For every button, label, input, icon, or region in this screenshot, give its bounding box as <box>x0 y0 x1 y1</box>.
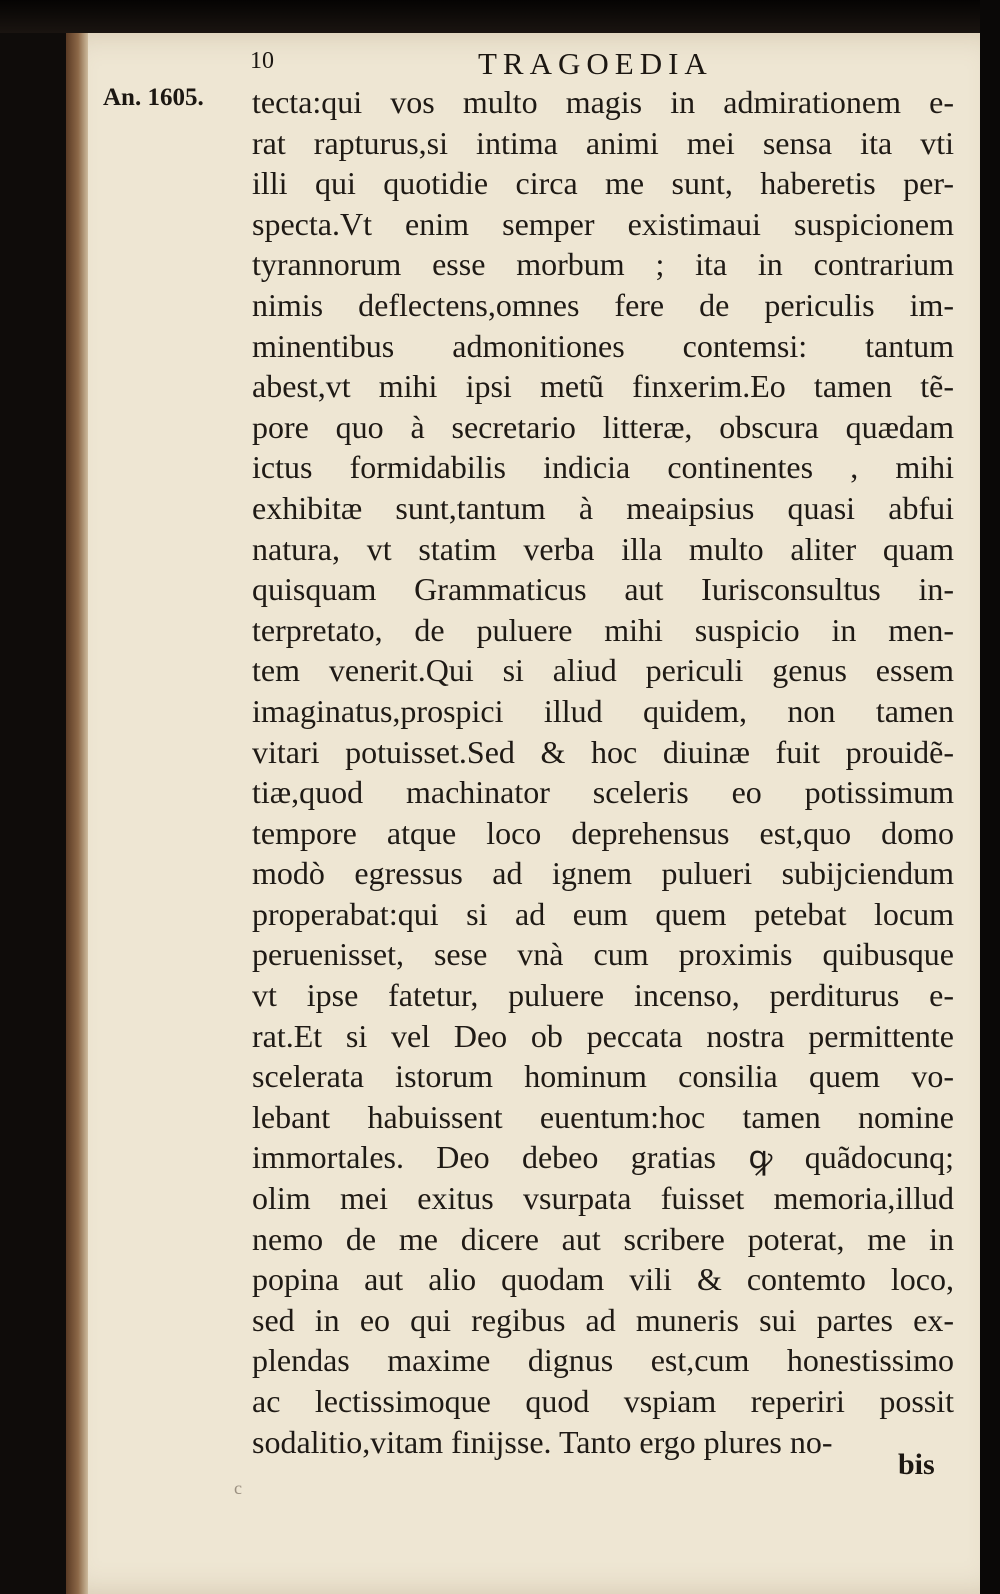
text-line: vitari potuisset.Sed & hoc diuinæ fuit prouidẽ- <box>252 733 954 770</box>
text-line: natura, vt statim verba illa multo aliter quam <box>252 530 954 567</box>
text-line: minentibus admonitiones contemsi: tantum <box>252 327 954 364</box>
text-line: olim mei exitus vsurpata fuisset memoria,illud <box>252 1180 954 1217</box>
scan-right-border <box>980 0 1000 1594</box>
text-line: popina aut alio quodam vili & contemto loco, <box>252 1261 954 1298</box>
text-line: scelerata istorum hominum consilia quem vo- <box>252 1058 954 1095</box>
text-line: plendas maxime dignus est,cum honestissimo <box>252 1342 954 1379</box>
text-line: tiæ,quod machinator sceleris eo potissimum <box>252 774 954 811</box>
text-line: vt ipse fatetur, puluere incenso, perditurus e- <box>252 977 954 1014</box>
catchword: bis <box>898 1448 935 1481</box>
text-line: properabat:qui si ad eum quem petebat locum <box>252 895 954 932</box>
text-line: exhibitæ sunt,tantum à meaipsius quasi abfui <box>252 489 954 526</box>
text-line: quisquam Grammaticus aut Iurisconsultus in- <box>252 571 954 608</box>
text-line: rat.Et si vel Deo ob peccata nostra permittente <box>252 1017 954 1054</box>
page-number: 10 <box>250 48 274 74</box>
text-line: abest,vt mihi ipsi metũ finxerim.Eo tamen tẽ- <box>252 368 954 405</box>
text-line: nemo de me dicere aut scribere poterat, me in <box>252 1220 954 1257</box>
text-line: sed in eo qui regibus ad muneris sui partes ex- <box>252 1301 954 1338</box>
text-line: pore quo à secretario litteræ, obscura quædam <box>252 408 954 445</box>
body-text <box>252 82 954 1462</box>
text-line: imaginatus,prospici illud quidem, non tamen <box>252 692 954 729</box>
text-line: illi qui quotidie circa me sunt, haberetis per- <box>252 165 954 202</box>
scan-top-shadow <box>0 0 1000 33</box>
text-line: terpretato, de puluere mihi suspicio in men- <box>252 611 954 648</box>
page-heading: TRAGOEDIA <box>478 46 713 81</box>
text-line: ictus formidabilis indicia continentes , mihi <box>252 449 954 486</box>
text-line: tem venerit.Qui si aliud periculi genus essem <box>252 652 954 689</box>
text-line: tempore atque loco deprehensus est,quo domo <box>252 814 954 851</box>
text-line: tecta:qui vos multo magis in admirationem e- <box>252 84 954 120</box>
text-line: rat rapturus,si intima animi mei sensa ita vti <box>252 124 954 161</box>
page-gutter-edge <box>66 33 88 1594</box>
text-line: modò egressus ad ignem pulueri subijciendum <box>252 855 954 892</box>
text-line: nimis deflectens,omnes fere de periculis im- <box>252 286 954 323</box>
pencil-mark: c <box>234 1478 242 1498</box>
text-line: specta.Vt enim semper existimaui suspicionem <box>252 205 954 242</box>
text-line: ac lectissimoque quod vspiam reperiri possit <box>252 1383 954 1419</box>
text-line: peruenisset, sese vnà cum proximis quibusque <box>252 936 954 973</box>
text-line: sodalitio,vitam finijsse. Tanto ergo plures no- <box>252 1423 833 1460</box>
text-line: lebant habuissent euentum:hoc tamen nomine <box>252 1098 954 1135</box>
text-line: immortales. Deo debeo gratias ꝙ quãdocunq; <box>252 1139 954 1176</box>
margin-year-note: An. 1605. <box>103 84 204 111</box>
text-line: tyrannorum esse morbum ; ita in contrarium <box>252 246 954 283</box>
